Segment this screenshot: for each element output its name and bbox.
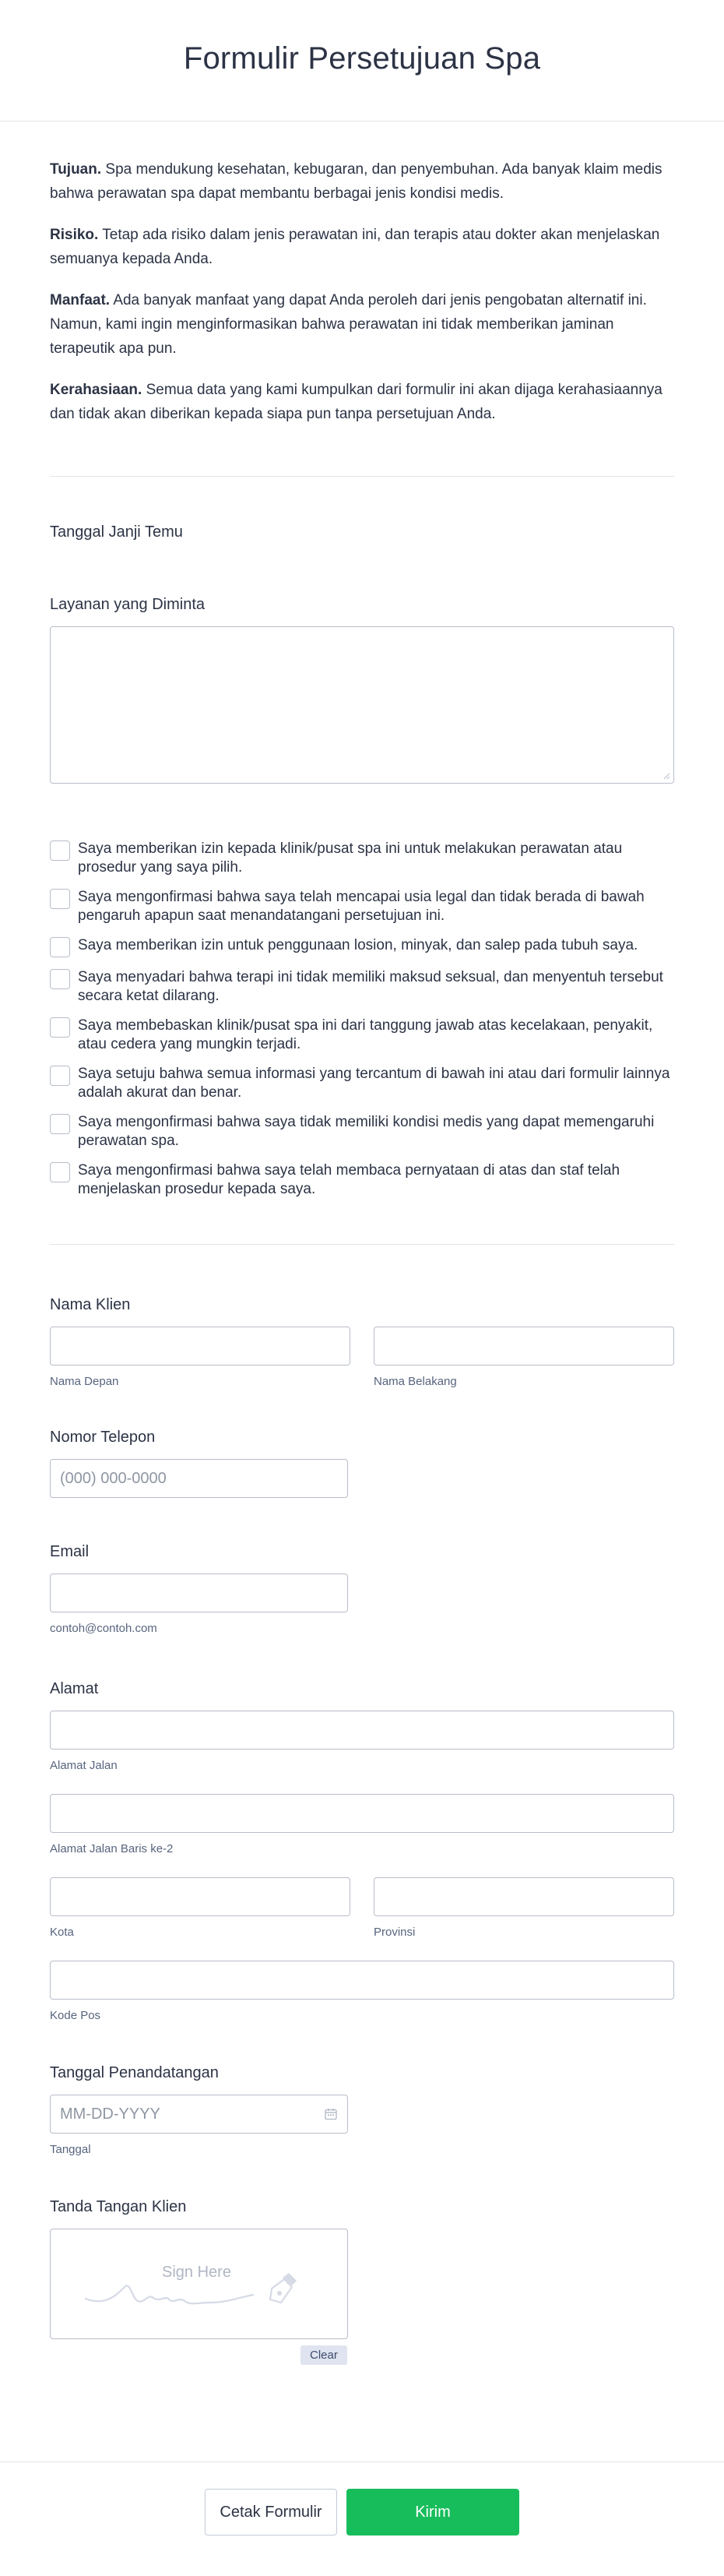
client-name-row <box>50 1327 674 1388</box>
last-name-input[interactable] <box>374 1327 674 1366</box>
last-name-group <box>374 1327 674 1388</box>
consent-item[interactable] <box>50 840 674 877</box>
consent-text: Saya membebaskan klinik/pusat spa ini dari tanggung jawab atas kecelakaan, penyakit, atau cedera yang mungkin terjadi. <box>78 1017 653 1052</box>
intro-benefit-heading: Manfaat. <box>50 292 111 308</box>
intro-benefit-text: Ada banyak manfaat yang dapat Anda peroleh dari jenis pengobatan alternatif ini. Namun, kami ingin menginformasikan bahwa perawatan ini tidak memberikan jaminan terapeutik apa pun. <box>50 292 647 357</box>
consent-item[interactable] <box>50 1161 674 1199</box>
signing-date-sublabel: Tanggal <box>50 2143 91 2156</box>
consent-text: Saya mengonfirmasi bahwa saya telah mencapai usia legal dan tidak berada di bawah pengaruh apapun saat menandatangani persetujuan ini. <box>78 889 645 924</box>
intro-confidentiality-text: Semua data yang kami kumpulkan dari formulir ini akan dijaga kerahasiaannya dan tidak akan diberikan kepada siapa pun tanpa persetujuan Anda. <box>50 382 662 422</box>
intro-risk-text: Tetap ada risiko dalam jenis perawatan ini, dan terapis atau dokter akan menjelaskan semuanya kepada Anda. <box>50 227 660 267</box>
consent-text: Saya memberikan izin untuk penggunaan losion, minyak, dan salep pada tubuh saya. <box>78 937 638 953</box>
signature-wrapper <box>50 2229 674 2361</box>
requested-service-textarea[interactable] <box>50 626 674 784</box>
checkbox[interactable] <box>50 1066 70 1086</box>
form-footer <box>0 2461 724 2576</box>
consent-item[interactable] <box>50 888 674 925</box>
form-header <box>0 0 724 122</box>
signature-clear-button[interactable]: Clear <box>300 2345 347 2365</box>
signature-pad[interactable] <box>50 2229 348 2339</box>
consent-item[interactable] <box>50 1017 674 1054</box>
form-title: Formulir Persetujuan Spa <box>183 41 541 76</box>
city-sublabel: Kota <box>50 1926 74 1939</box>
signing-date-label: Tanggal Penandatangan <box>50 2064 219 2081</box>
intro-confidentiality-heading: Kerahasiaan. <box>50 382 142 398</box>
province-group <box>374 1877 674 1939</box>
consent-text: Saya setuju bahwa semua informasi yang tercantum di bawah ini atau dari formulir lainnya adalah akurat dan benar. <box>78 1066 670 1101</box>
street-input[interactable] <box>50 1711 674 1750</box>
calendar-icon[interactable] <box>324 2107 338 2121</box>
address-label: Alamat <box>50 1680 99 1697</box>
divider <box>50 1244 674 1245</box>
intro-purpose-text: Spa mendukung kesehatan, kebugaran, dan penyembuhan. Ada banyak klaim medis bahwa perawatan spa dapat membantu berbagai jenis kondisi medis. <box>50 161 662 202</box>
phone-input[interactable]: (000) 000-0000 <box>50 1459 348 1498</box>
checkbox[interactable] <box>50 1114 70 1134</box>
email-label: Email <box>50 1543 90 1560</box>
consent-checklist <box>50 840 674 1199</box>
intro-confidentiality <box>50 378 674 426</box>
consent-text: Saya mengonfirmasi bahwa saya telah membaca pernyataan di atas dan staf telah menjelaskan prosedur kepada saya. <box>78 1162 620 1197</box>
first-name-input[interactable] <box>50 1327 350 1366</box>
signature-label: Tanda Tangan Klien <box>50 2198 187 2215</box>
street-sublabel: Alamat Jalan <box>50 1759 118 1772</box>
client-name-label: Nama Klien <box>50 1296 131 1313</box>
signature-scribble-icon <box>82 2264 315 2318</box>
postal-input[interactable] <box>50 1961 674 2000</box>
consent-item[interactable] <box>50 1065 674 1102</box>
resize-grip-icon[interactable] <box>662 772 670 780</box>
intro-benefit <box>50 288 674 361</box>
street2-sublabel: Alamat Jalan Baris ke-2 <box>50 1842 174 1855</box>
submit-button[interactable]: Kirim <box>346 2489 519 2535</box>
last-name-sublabel: Nama Belakang <box>374 1375 457 1388</box>
checkbox[interactable] <box>50 889 70 909</box>
province-input[interactable] <box>374 1877 674 1916</box>
first-name-sublabel: Nama Depan <box>50 1375 119 1388</box>
email-input[interactable] <box>50 1573 348 1612</box>
signing-date-placeholder: MM-DD-YYYY <box>60 2105 160 2123</box>
street2-input[interactable] <box>50 1794 674 1833</box>
checkbox[interactable] <box>50 1017 70 1038</box>
checkbox[interactable] <box>50 840 70 861</box>
intro-risk-heading: Risiko. <box>50 227 99 243</box>
signature-hint: Sign Here <box>162 2264 231 2281</box>
checkbox[interactable] <box>50 1162 70 1182</box>
phone-label: Nomor Telepon <box>50 1429 156 1446</box>
intro-risk <box>50 223 674 271</box>
divider <box>50 476 674 477</box>
consent-text: Saya memberikan izin kepada klinik/pusat spa ini untuk melakukan perawatan atau prosedur yang saya pilih. <box>78 840 623 876</box>
city-group <box>50 1877 350 1939</box>
appointment-date-label: Tanggal Janji Temu <box>50 523 183 541</box>
intro-purpose-heading: Tujuan. <box>50 161 102 178</box>
city-province-row <box>50 1877 674 1939</box>
requested-service-label: Layanan yang Diminta <box>50 596 206 613</box>
signing-date-input[interactable] <box>50 2095 348 2134</box>
checkbox[interactable] <box>50 937 70 957</box>
print-form-button[interactable]: Cetak Formulir <box>205 2489 337 2535</box>
email-sublabel: contoh@contoh.com <box>50 1622 157 1635</box>
consent-text: Saya mengonfirmasi bahwa saya tidak memiliki kondisi medis yang dapat memengaruhi perawatan spa. <box>78 1114 655 1149</box>
intro-section <box>50 122 674 426</box>
province-sublabel: Provinsi <box>374 1926 416 1939</box>
first-name-group <box>50 1327 350 1388</box>
consent-item[interactable] <box>50 1113 674 1151</box>
city-input[interactable] <box>50 1877 350 1916</box>
consent-item[interactable] <box>50 936 674 957</box>
postal-sublabel: Kode Pos <box>50 2009 101 2022</box>
consent-text: Saya menyadari bahwa terapi ini tidak memiliki maksud seksual, dan menyentuh tersebut secara ketat dilarang. <box>78 969 663 1004</box>
form-content <box>0 122 724 2361</box>
intro-purpose <box>50 157 674 206</box>
consent-item[interactable] <box>50 968 674 1006</box>
checkbox[interactable] <box>50 969 70 989</box>
